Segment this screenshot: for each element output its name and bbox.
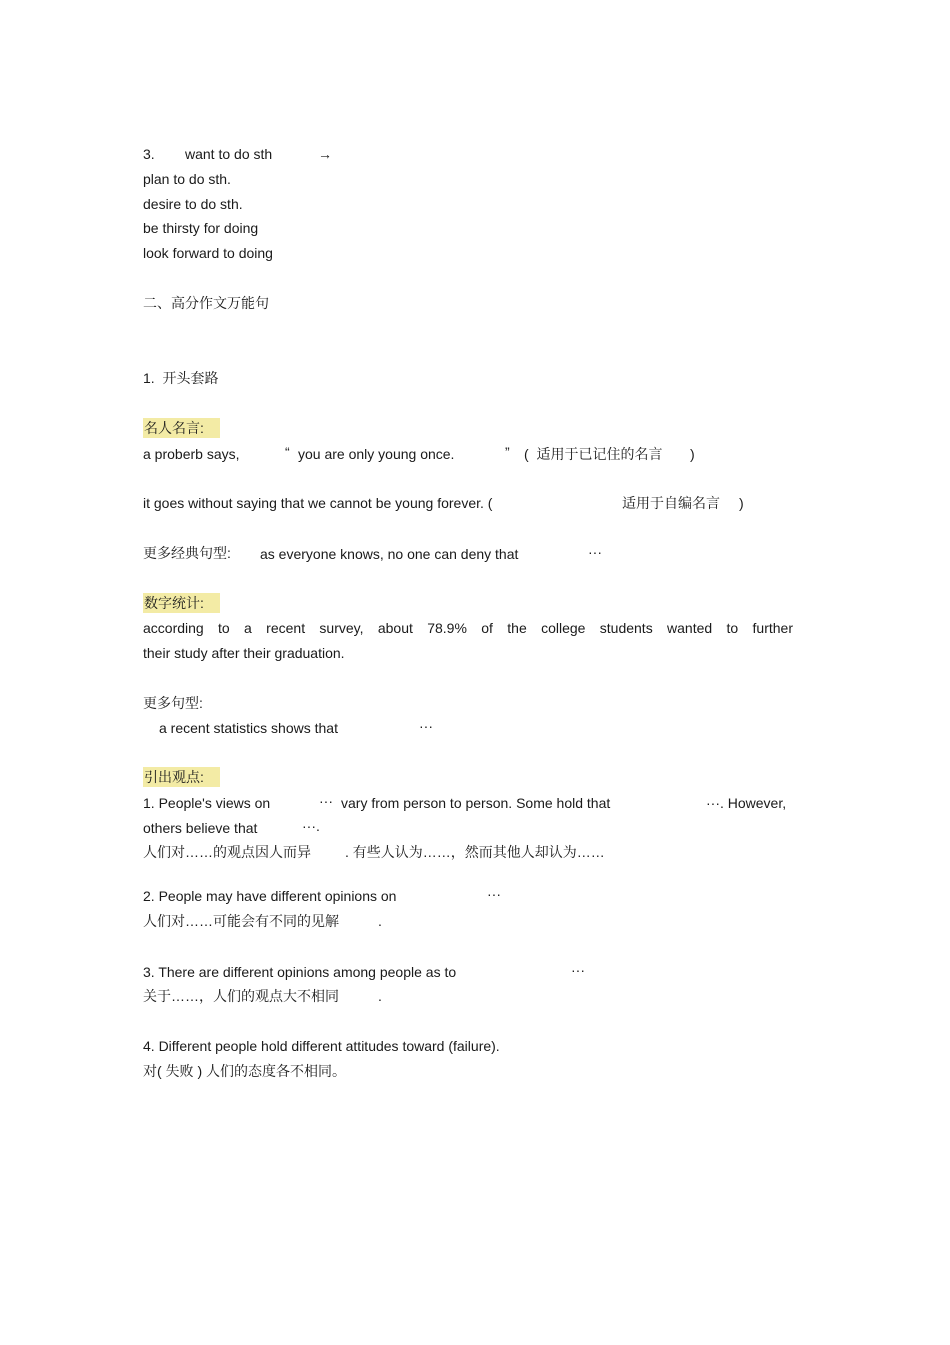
word: students [599,620,653,636]
ellipsis: ··· [588,544,602,560]
open-quote: “ [285,444,290,460]
synonym-item: look forward to doing [143,245,273,261]
more-text: as everyone knows, no one can deny that [260,546,519,562]
stats-sentence-end: their study after their graduation. [143,645,345,661]
more-label: 更多经典句型: [143,545,231,561]
view-sentence: vary from person to person. Some hold that [341,795,611,811]
view-sentence: others believe that [143,820,258,836]
synonym-item: be thirsty for doing [143,220,259,236]
view-translation: 对( 失败 ) 人们的态度各不相同。 [143,1063,346,1079]
view-sentence: ···. However, [706,795,787,811]
word: the [507,620,527,636]
word: to [218,620,230,636]
word: a [244,620,252,636]
view-translation: . 有些人认为……，然而其他人却认为…… [345,844,605,860]
quotes-label: 名人名言: [143,418,220,438]
view-translation: 人们对……可能会有不同的见解 [143,913,339,929]
view-translation: . [378,988,382,1004]
views-label: 引出观点: [143,767,220,787]
view-sentence: ···. [302,818,320,834]
stats-sentence-line [143,619,793,637]
word: wanted [667,620,713,636]
quote-text: it goes without saying that we cannot be young forever. ( [143,495,493,511]
ellipsis: ··· [571,962,585,978]
ellipsis: ··· [419,718,433,734]
section-title: 二、高分作文万能句 [143,295,269,311]
word: according [143,620,204,636]
word: survey, [319,620,364,636]
synonym-item: plan to do sth. [143,171,231,187]
view-translation: . [378,913,382,929]
quote-note: ( 适用于已记住的名言 [524,446,663,462]
ellipsis: ··· [319,793,333,809]
close-quote: ” [505,444,510,460]
more-text: a recent statistics shows that [159,720,338,736]
view-sentence: 1. People's views on [143,795,271,811]
quote-text: you are only young once. [298,446,455,462]
stats-label: 数字统计: [143,593,220,613]
word: to [726,620,739,636]
quote-note: ) [690,446,695,462]
view-sentence: 2. People may have different opinions on [143,888,397,904]
more-label: 更多句型: [143,695,203,711]
phrase-head: want to do sth [185,146,273,162]
quote-note: 适用于自编名言 [622,495,720,511]
word: 78.9% [427,620,467,636]
ellipsis: ··· [487,886,501,902]
view-sentence: 4. Different people hold different attitudes toward (failure). [143,1038,500,1054]
word: of [481,620,493,636]
view-translation: 关于……，人们的观点大不相同 [143,988,339,1004]
word: about [377,620,413,636]
word: college [541,620,586,636]
subsection-title: 1. 开头套路 [143,370,219,386]
word: recent [266,620,306,636]
item-number: 3. [143,146,155,162]
quote-note: ) [739,495,744,511]
word: further [752,620,793,636]
view-translation: 人们对……的观点因人而异 [143,844,311,860]
synonym-item: desire to do sth. [143,196,243,212]
quote-text: a proberb says, [143,446,240,462]
view-sentence: 3. There are different opinions among people as to [143,964,457,980]
arrow-icon: → [318,146,332,162]
